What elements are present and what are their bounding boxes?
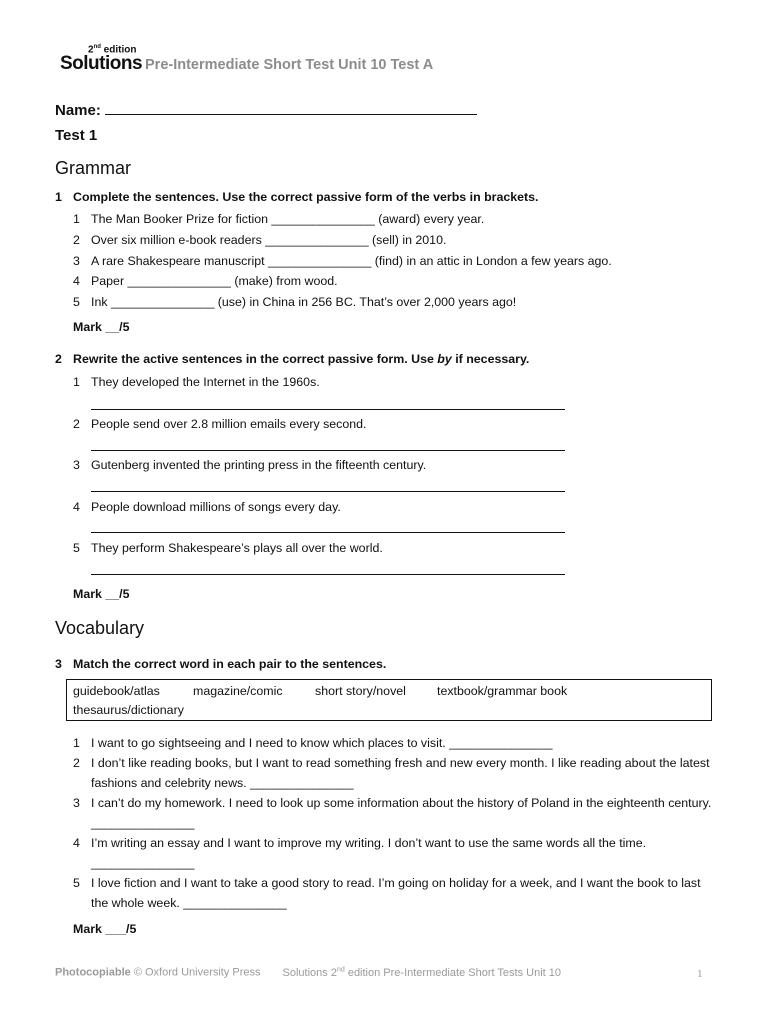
answer-line[interactable] [91,532,565,533]
name-answer-line[interactable] [105,99,477,115]
edition-label: 2nd edition [88,44,137,56]
question-3-instruction: 3 Match the correct word in each pair to the sentences. [55,657,387,671]
question-1-instruction: 1 Complete the sentences. Use the correct passive form of the verbs in brackets. [55,190,539,204]
word-box-item: guidebook/atlas [73,684,160,698]
question-3-item: 2 I don’t like reading books, but I want to read something fresh and new every month. I like reading about the latest fashions and celebrity news. _______________ [73,756,710,790]
question-3-item: 4 I’m writing an essay and I want to improve my writing. I don’t want to use the same words all the time. _______________ [73,836,647,870]
test-label: Test 1 [55,127,98,144]
question-1-item: 3 A rare Shakespeare manuscript _______________ (find) in an attic in London a few years ago. [73,254,612,268]
answer-line[interactable] [91,491,565,492]
question-2-item: 5 They perform Shakespeare’s plays all over the world. [73,541,383,555]
word-box-item: short story/novel [315,684,406,698]
question-2-item: 2 People send over 2.8 million emails every second. [73,417,367,431]
copyright-text: © Oxford University Press [130,966,261,979]
answer-line[interactable] [91,450,565,451]
answer-line[interactable] [91,574,565,575]
section-title-vocabulary: Vocabulary [55,618,145,638]
question-2-instruction: 2 Rewrite the active sentences in the correct passive form. Use by if necessary. [55,352,530,366]
word-box-item: magazine/comic [193,684,283,698]
question-1-item: 1 The Man Booker Prize for fiction _______________ (award) every year. [73,212,485,226]
page-number: 1 [697,968,703,980]
question-3-item: 1 I want to go sightseeing and I need to know which places to visit. _______________ [73,736,553,750]
question-1-mark: Mark __/5 [73,320,130,334]
question-2-item: 1 They developed the Internet in the 1960s. [73,375,320,389]
section-title-grammar: Grammar [55,158,131,178]
word-box-item: textbook/grammar book [437,684,568,698]
question-3-item: 3 I can’t do my homework. I need to look up some information about the history of Poland in the eighteenth century. _______________ [73,796,712,830]
series-text: Solutions 2nd edition Pre-Intermediate Short Tests Unit 10 [282,966,562,979]
question-3-item: 5 I love fiction and I want to take a good story to read. I’m going on holiday for a week, and I want the book to last the whole week. _______________ [73,876,701,910]
question-1-item: 5 Ink _______________ (use) in China in 256 BC. That’s over 2,000 years ago! [73,295,517,309]
word-box [66,679,712,721]
question-3-mark: Mark ___/5 [73,922,137,936]
word-box-item: thesaurus/dictionary [73,703,184,717]
answer-line[interactable] [91,409,565,410]
brand-name: Solutions [60,53,143,74]
question-2-item: 4 People download millions of songs every day. [73,500,341,514]
question-2-item: 3 Gutenberg invented the printing press in the fifteenth century. [73,458,427,472]
test-title: Pre-Intermediate Short Test Unit 10 Test A [145,57,434,73]
question-1-item: 4 Paper _______________ (make) from wood. [73,274,338,288]
solutions-logo [60,44,143,78]
name-field [55,99,477,119]
name-label: Name: [55,102,101,119]
question-1-item: 2 Over six million e-book readers _______________ (sell) in 2010. [73,233,447,247]
question-2-mark: Mark __/5 [73,587,130,601]
photocopiable-label: Photocopiable [55,966,131,979]
page-footer [55,966,561,979]
